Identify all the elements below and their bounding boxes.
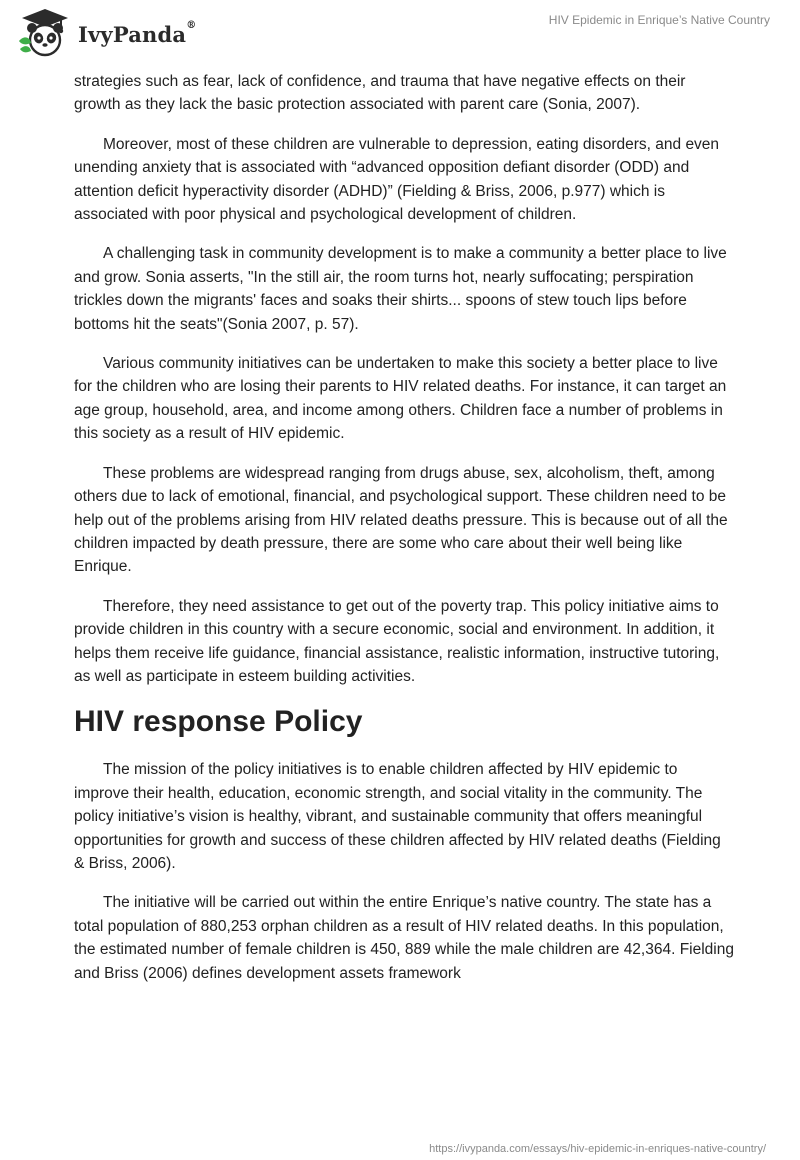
paragraph: Therefore, they need assistance to get out of the poverty trap. This policy initiative aims to provide children in this country with a secure economic, social and environment. In addition, it helps them receive life guidance, financial assistance, realistic information, instructive tutoring, as well as participate in esteem building activities. — [74, 597, 720, 685]
paragraph: strategies such as fear, lack of confidence, and trauma that have negative effects on their growth as they lack the basic protection associated with parent care (Sonia, 2007). — [74, 73, 686, 114]
paragraph: These problems are widespread ranging from drugs abuse, sex, alcoholism, theft, among others due to lack of emotional, financial, and psychological support. These children need to be help out of the problems arising from HIV related deaths pressure. This is because out of all the children impacted by death pressure, there are some who care about their well being like Enrique. — [74, 464, 728, 576]
panda-graduate-icon — [16, 7, 74, 59]
paragraph: The initiative will be carried out within the entire Enrique’s native country. The state has a total population of 880,253 orphan children as a result of HIV related deaths. In this population, the estimated number of female children is 450, 889 while the male children are 42,364. Fielding and Briss (2006) defines development assets framework — [74, 894, 734, 982]
essay-body — [74, 70, 734, 1001]
document-title: HIV Epidemic in Enrique’s Native Country — [548, 13, 770, 27]
source-url-link[interactable]: https://ivypanda.com/essays/hiv-epidemic-in-enriques-native-country/ — [429, 1143, 766, 1155]
paragraph: The mission of the policy initiatives is to enable children affected by HIV epidemic to improve their health, education, economic strength, and social vitality in the community. The policy initiative’s vision is healthy, vibrant, and sustainable community that offers meaningful opportunities for growth and success of these children affected by HIV related deaths (Fielding & Briss, 2006). — [74, 761, 721, 872]
brand-name: IvyPanda® — [78, 19, 197, 47]
section-heading: HIV response Policy — [74, 705, 363, 739]
paragraph: A challenging task in community development is to make a community a better place to live and grow. Sonia asserts, "In the still air, the room turns hot, nearly suffocating; perspiration trickles down the migrants' faces and soaks their shirts... spoons of stew touch lips before bottoms hit the seats"(Sonia 2007, p. 57). — [74, 245, 727, 333]
page-header — [0, 0, 800, 70]
paragraph: Moreover, most of these children are vulnerable to depression, eating disorders, and even unending anxiety that is associated with “advanced opposition defiant disorder (ODD) and attention deficit hyperactivity disorder (ADHD)” (Fielding & Briss, 2006, p.977) which is associated with poor physical and psychological development of children. — [74, 135, 720, 224]
paragraph: Various community initiatives can be undertaken to make this society a better place to live for the children who are losing their parents to HIV related deaths. For instance, it can target an age group, household, area, and income among others. Children face a number of problems in this society as a result of HIV epidemic. — [74, 355, 727, 443]
ivypanda-logo[interactable] — [16, 7, 196, 59]
